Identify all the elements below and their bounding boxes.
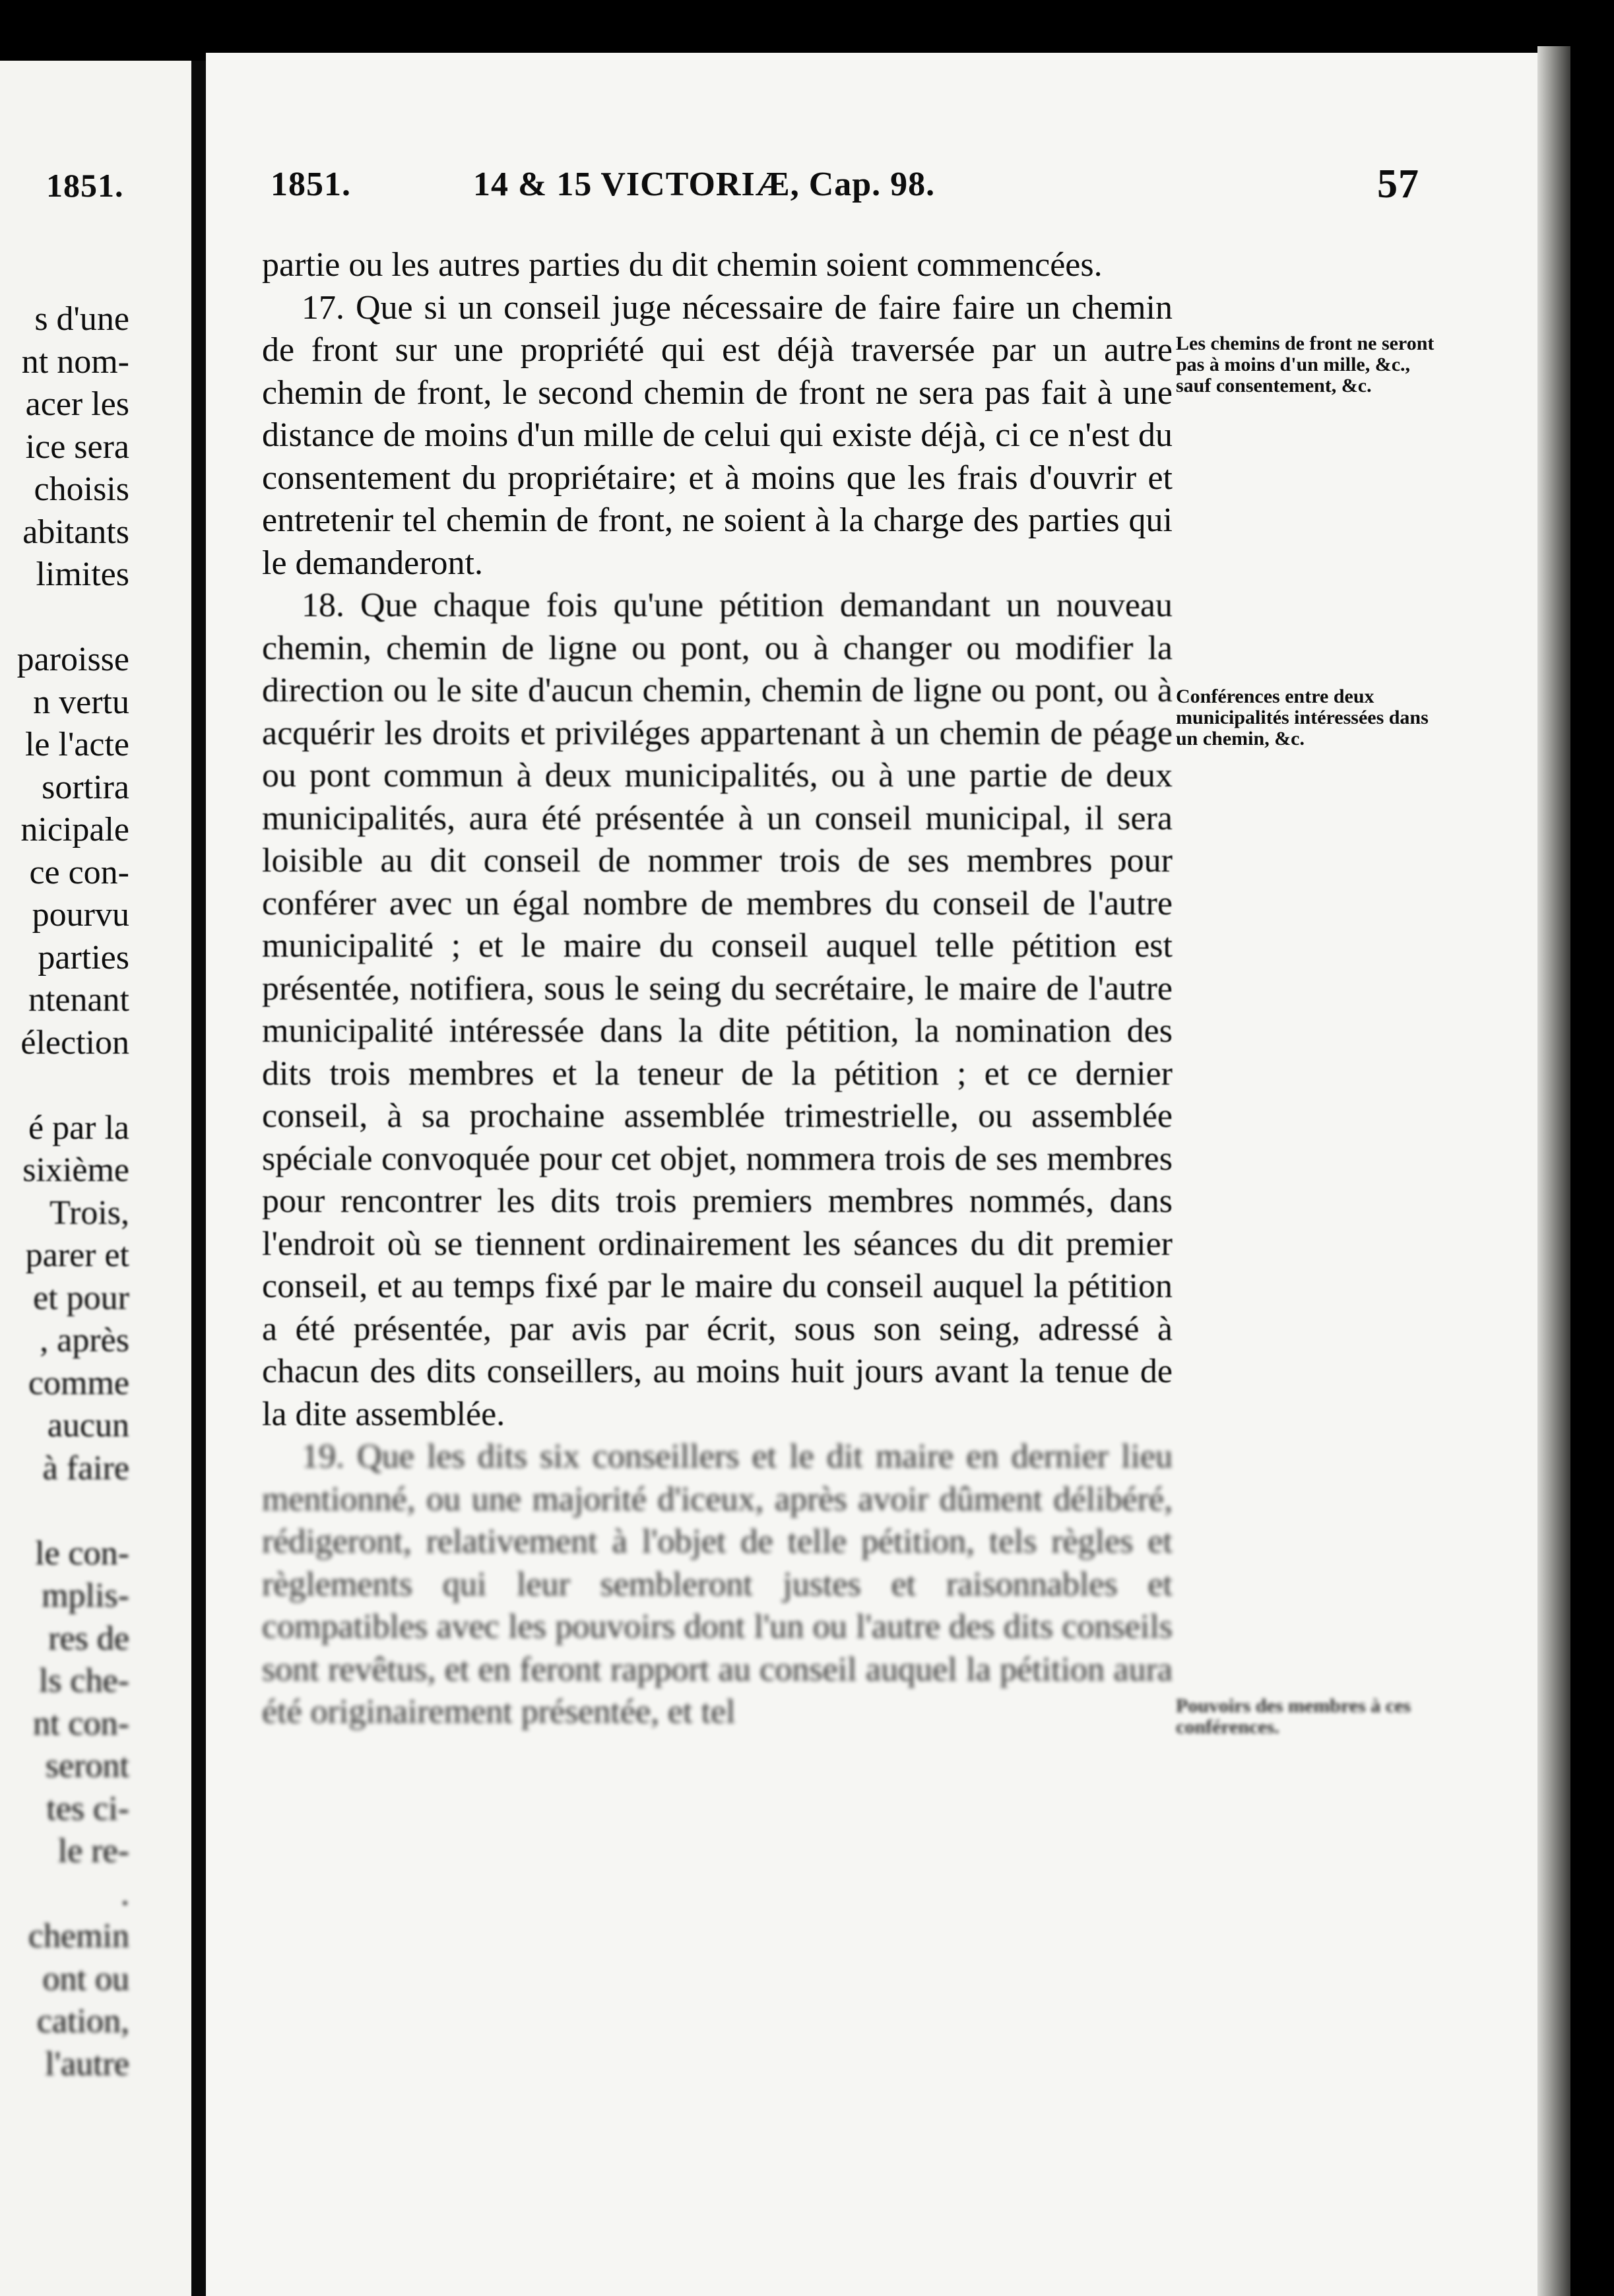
left-page-line: , après bbox=[40, 1322, 129, 1359]
left-page-line: nicipale bbox=[20, 811, 129, 848]
paragraph-continuation: partie ou les autres parties du dit chemin soient commencées. bbox=[262, 246, 1103, 284]
margin-note-17: Les chemins de front ne seront pas à moins d'un mille, &c., sauf consentement, &c. bbox=[1176, 333, 1435, 397]
left-page-line: comme bbox=[28, 1364, 129, 1402]
left-page-line: ls che- bbox=[38, 1662, 129, 1700]
left-page-line: s d'une bbox=[34, 300, 129, 338]
left-page-line: le con- bbox=[35, 1534, 129, 1572]
left-page-line: le re- bbox=[57, 1832, 129, 1870]
left-page-line: é par la bbox=[28, 1108, 129, 1147]
left-page-line: mplis- bbox=[42, 1577, 129, 1614]
left-page-line: ce con- bbox=[29, 853, 129, 891]
running-head-title: 14 & 15 VICTORIÆ, Cap. 98. bbox=[473, 166, 936, 203]
left-page-line-endings bbox=[0, 298, 129, 2086]
left-page-line: res de bbox=[48, 1619, 129, 1657]
left-page-line: le l'acte bbox=[24, 726, 129, 763]
left-page-line: l'autre bbox=[45, 2045, 129, 2083]
paragraph-17: 17. Que si un conseil juge nécessaire de faire faire un chemin de front sur une propriété qui est déjà traversée par un autre chemin de front, le second chemin de front ne sera pas fait à une distance de moins d'un mille de celui qui existe déjà, ci ce n'est du consentement du propriétaire; et à moins que les frais d'ouvrir et entretenir tel chemin de front, ne soient à la charge des parties qui le demanderont. bbox=[262, 288, 1173, 582]
left-page-line: limites bbox=[36, 556, 129, 593]
left-page-line: élection bbox=[20, 1023, 129, 1062]
left-page-line: . bbox=[121, 1874, 129, 1913]
left-page-line: parties bbox=[38, 938, 129, 976]
left-page-line: ont ou bbox=[42, 1960, 129, 1998]
left-page-line: et pour bbox=[33, 1279, 129, 1317]
left-page-line: ntenant bbox=[28, 981, 129, 1019]
left-page-line: nt nom- bbox=[21, 342, 129, 381]
left-page-line bbox=[0, 1490, 129, 1533]
left-page-line: nt con- bbox=[33, 1704, 129, 1742]
left-page-line: n vertu bbox=[33, 683, 129, 721]
left-page-line: seront bbox=[45, 1747, 129, 1785]
left-page-line: parer et bbox=[25, 1236, 129, 1274]
left-page-line: tes ci- bbox=[46, 1789, 129, 1828]
previous-page-fragment bbox=[0, 61, 191, 2296]
left-page-line bbox=[0, 1064, 129, 1107]
left-page-line: cation, bbox=[36, 2002, 129, 2040]
paragraph-19: 19. Que les dits six conseillers et le dit maire en dernier lieu mentionné, ou une majorité d'iceux, après avoir dûment délibéré, rédigeront, relativement à l'objet de telle pétition, tels règles et règlements qui leur sembleront justes et raisonnables et compatibles avec les pouvoirs dont l'un ou l'autre des dits conseils sont revêtus, et en feront rapport au conseil auquel la pétition aura été originairement présentée, et tel bbox=[262, 1438, 1173, 1731]
left-page-line: chemin bbox=[28, 1917, 129, 1955]
left-running-head-year: 1851. bbox=[46, 167, 124, 204]
body-text bbox=[262, 244, 1173, 1734]
left-page-line: ice sera bbox=[25, 428, 129, 466]
left-page-line: choisis bbox=[34, 470, 129, 508]
left-page-line: paroisse bbox=[16, 641, 129, 678]
paragraph-18: 18. Que chaque fois qu'une pétition demandant un nouveau chemin, chemin de ligne ou pont, ou à changer ou modifier la direction ou le site d'aucun chemin, chemin de ligne ou pont, ou à acquérir les droits et priviléges appartenant à un chemin de péage ou pont commun à deux municipalités, ou à une partie de deux municipalités, aura été présentée à un conseil municipal, il sera loisible au dit conseil de nommer trois de ses membres pour conférer avec un égal nombre de membres du conseil de l'autre municipalité ; et le maire du conseil auquel telle pétition est présentée, notifiera, sous le seing du secrétaire, le maire de l'autre municipalité intéressée dans la dite pétition, la nomination des dits trois membres et la teneur de la pétition ; et ce dernier conseil, à sa prochaine assemblée trimestrielle, ou assemblée spéciale convoquée pour cet objet, nommera trois de ses membres pour rencontrer les dits trois premiers membres nommés, dans l'endroit où se tiennent ordinairement les séances du dit premier conseil, et au temps fixé par le maire du conseil auquel la pétition a été présentée, par avis par écrit, sous son seing, adressé à chacun des dits conseillers, au moins huit jours avant la tenue de la dite assemblée. bbox=[262, 587, 1173, 1433]
left-page-line: sixième bbox=[22, 1151, 129, 1189]
book-page bbox=[206, 53, 1552, 2296]
page-number: 57 bbox=[1377, 162, 1419, 207]
margin-note-19: Pouvoirs des membres à ces conférences. bbox=[1176, 1695, 1411, 1738]
left-page-line: sortira bbox=[42, 768, 129, 806]
left-page-line: abitants bbox=[22, 513, 129, 551]
left-page-line: acer les bbox=[25, 385, 129, 423]
left-page-line: Trois, bbox=[49, 1194, 129, 1232]
left-page-line bbox=[0, 596, 129, 639]
left-page-line: à faire bbox=[42, 1449, 129, 1487]
running-head-year: 1851. bbox=[271, 166, 351, 203]
left-page-line: aucun bbox=[47, 1407, 129, 1444]
page-edge-shadow bbox=[1537, 46, 1570, 2296]
margin-note-18: Conférences entre deux municipalités intéressées dans un chemin, &c. bbox=[1176, 686, 1429, 749]
running-head bbox=[206, 162, 1460, 218]
book-gutter bbox=[191, 61, 206, 2296]
left-page-line: pourvu bbox=[32, 896, 129, 934]
